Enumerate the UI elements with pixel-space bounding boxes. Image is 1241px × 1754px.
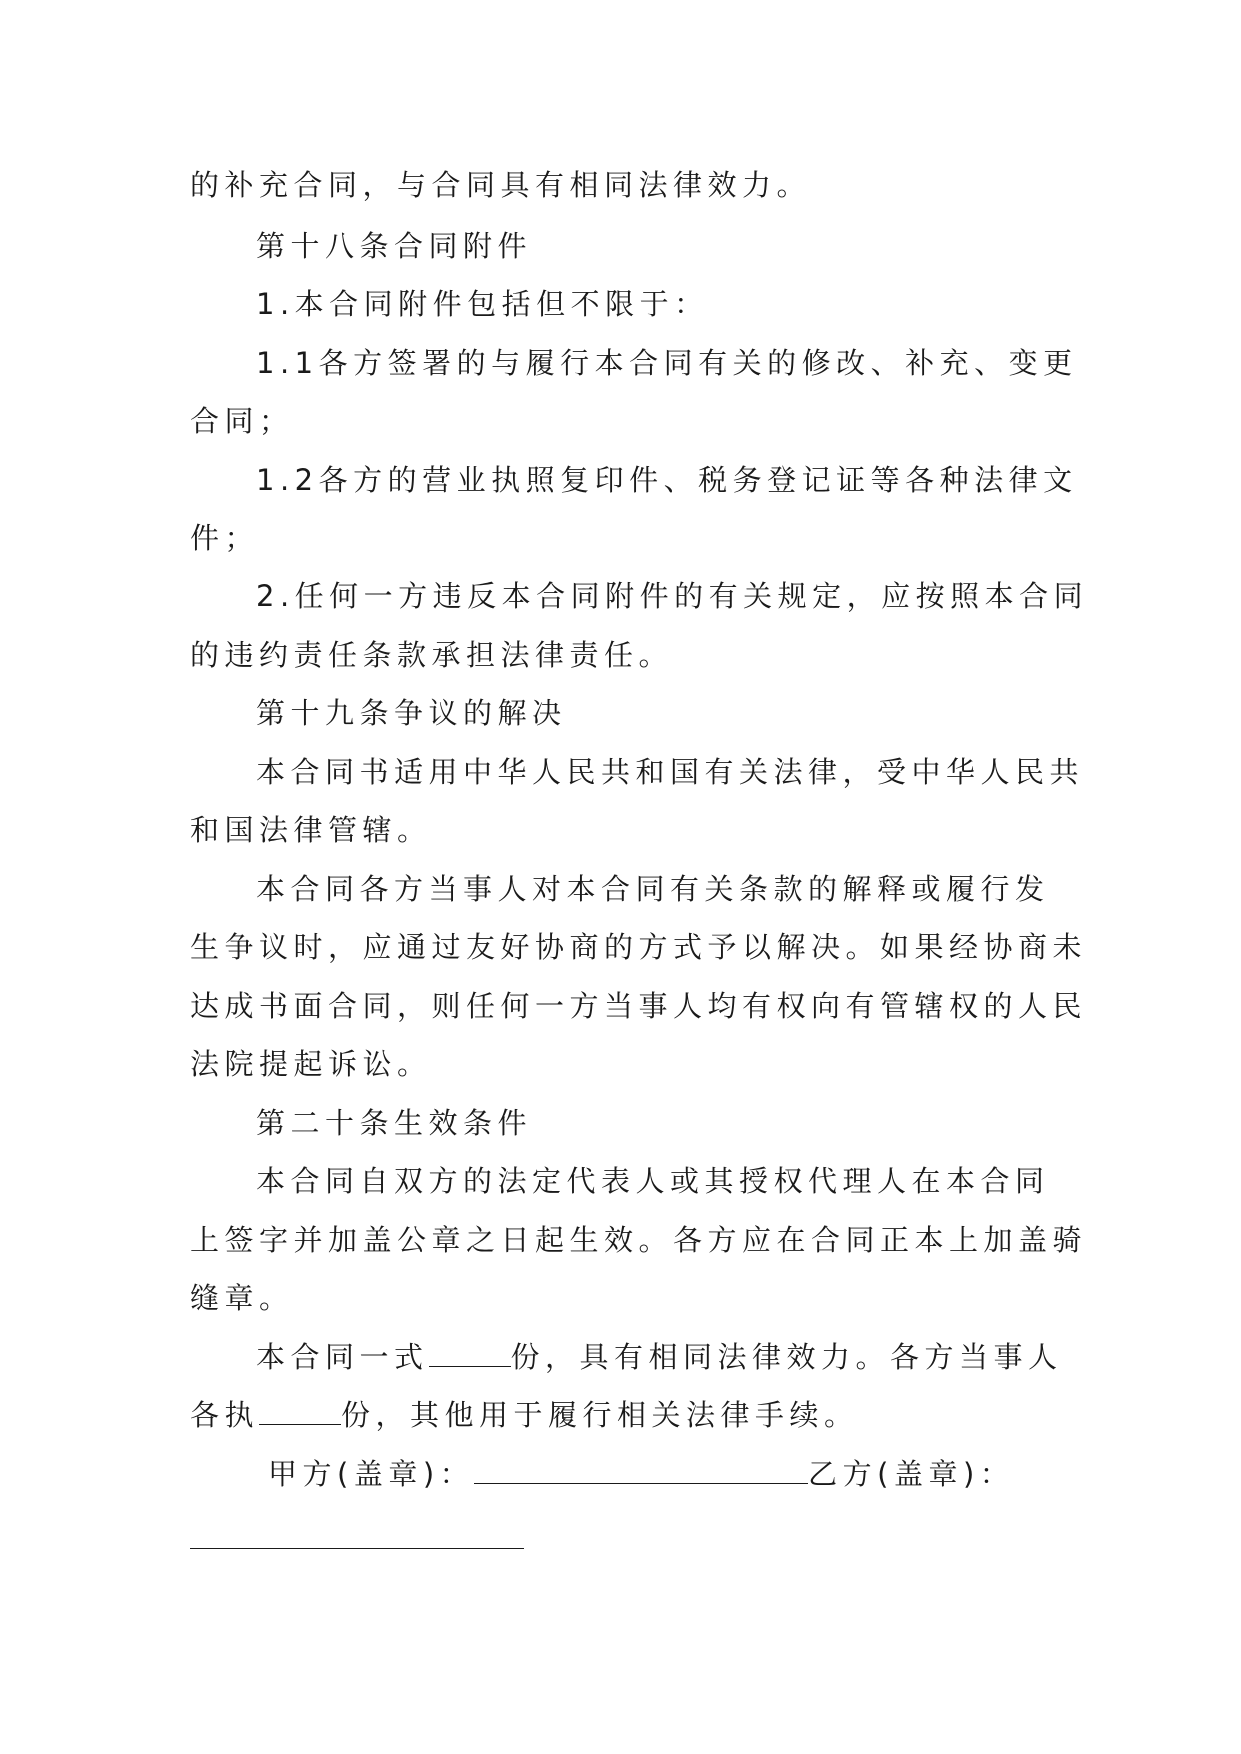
- text-line: 法院提起诉讼。: [190, 1047, 432, 1081]
- text-line: 1.2各方的营业执照复印件、税务登记证等各种法律文: [256, 463, 1078, 497]
- each-count-blank[interactable]: [259, 1396, 341, 1425]
- text-line: 1.本合同附件包括但不限于：: [256, 287, 709, 321]
- text-line: 的补充合同，与合同具有相同法律效力。: [190, 168, 812, 202]
- text-line: 本合同自双方的法定代表人或其授权代理人在本合同: [256, 1164, 1050, 1198]
- text-line: 1.1各方签署的与履行本合同有关的修改、补充、变更: [256, 346, 1078, 380]
- each-party-line: [190, 1395, 859, 1435]
- party-a-seal-label: 甲方(盖章)：: [268, 1457, 475, 1491]
- text-line: 缝章。: [190, 1281, 294, 1315]
- text-line: 的违约责任条款承担法律责任。: [190, 638, 674, 672]
- text-line: 达成书面合同，则任何一方当事人均有权向有管辖权的人民: [190, 989, 1088, 1023]
- text-line: 和国法律管辖。: [190, 813, 432, 847]
- text-line: 合同；: [190, 404, 294, 438]
- copies-text-end: 份，具有相同法律效力。各方当事人: [510, 1340, 1063, 1374]
- signature-row: [268, 1454, 1014, 1494]
- each-text-end: 份，其他用于履行相关法律手续。: [341, 1398, 859, 1432]
- each-text-start: 各执: [190, 1398, 260, 1432]
- text-line: 本合同书适用中华人民共和国有关法律，受中华人民共: [256, 755, 1085, 789]
- party-b-seal-label: 乙方(盖章)：: [808, 1457, 1015, 1491]
- article-19-heading: 第十九条争议的解决: [256, 696, 567, 730]
- party-b-signature-blank[interactable]: [190, 1548, 524, 1549]
- text-line: 本合同各方当事人对本合同有关条款的解释或履行发: [256, 872, 1050, 906]
- text-line: 上签字并加盖公章之日起生效。各方应在合同正本上加盖骑: [190, 1223, 1088, 1257]
- text-line: 生争议时，应通过友好协商的方式予以解决。如果经协商未: [190, 930, 1088, 964]
- text-line: 2.任何一方违反本合同附件的有关规定，应按照本合同: [256, 579, 1089, 613]
- article-18-heading: 第十八条合同附件: [256, 229, 533, 263]
- article-20-heading: 第二十条生效条件: [256, 1106, 533, 1140]
- copies-text-start: 本合同一式: [256, 1340, 429, 1374]
- copies-count-blank[interactable]: [429, 1338, 511, 1367]
- text-line: 件；: [190, 521, 260, 555]
- party-a-signature-blank[interactable]: [474, 1455, 808, 1484]
- copies-line: [256, 1337, 1063, 1377]
